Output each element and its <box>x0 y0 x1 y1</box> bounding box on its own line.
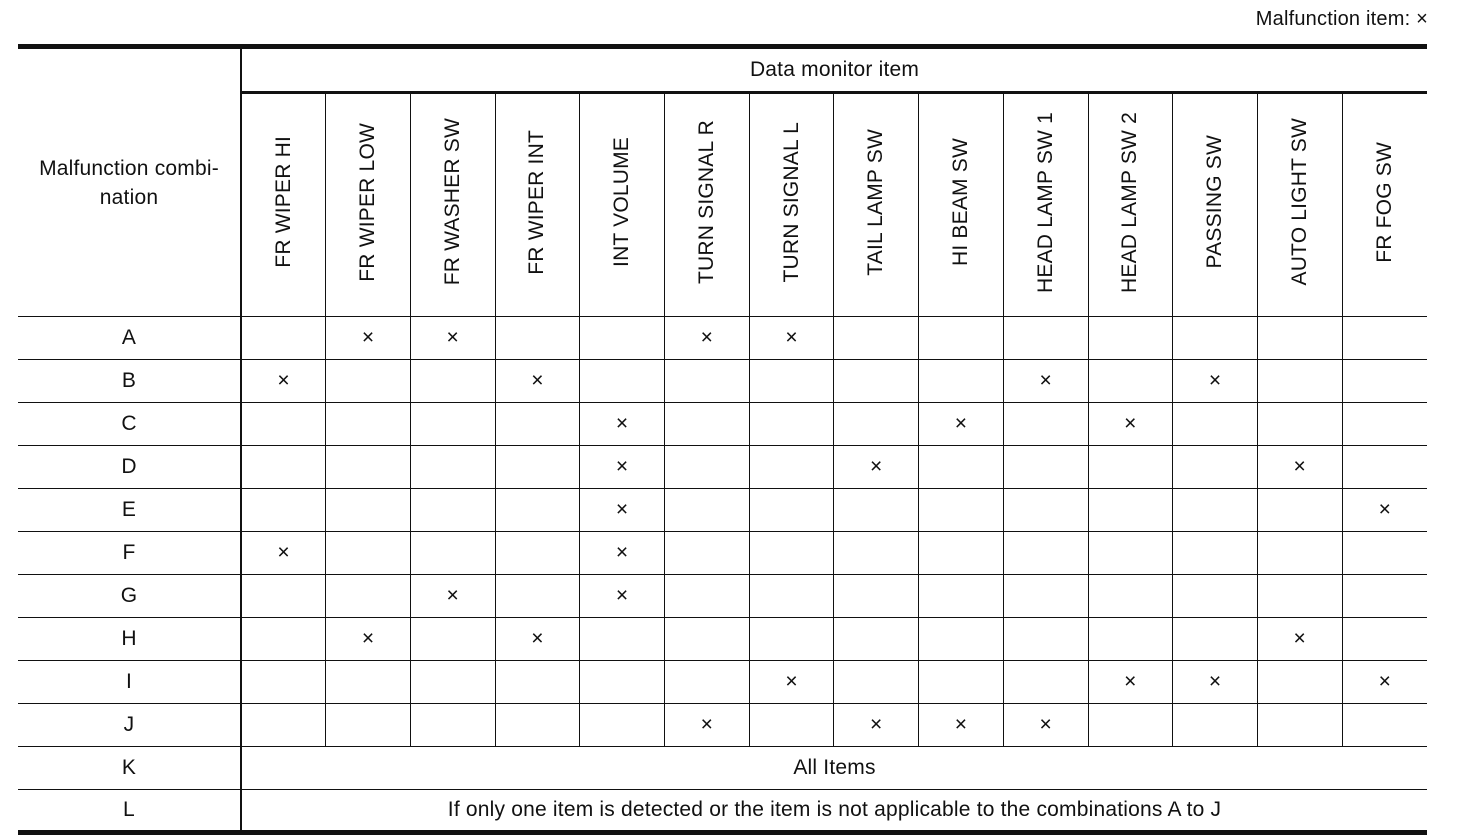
table-row <box>18 532 1427 575</box>
legend-label: Malfunction item: <box>1255 8 1411 30</box>
table-row <box>18 618 1427 661</box>
mark-cell <box>919 618 1004 661</box>
mark-cell <box>919 317 1004 360</box>
column-header-label: TAIL LAMP SW <box>864 128 888 276</box>
span-row-text: All Items <box>241 747 1427 790</box>
mark-cell <box>326 661 411 704</box>
column-header <box>495 93 580 317</box>
row-label: A <box>18 317 241 360</box>
mark-cell <box>749 704 834 747</box>
column-header <box>919 93 1004 317</box>
table-row <box>18 317 1427 360</box>
mark-cell: × <box>580 446 665 489</box>
mark-cell <box>1342 403 1427 446</box>
mark-cell <box>1257 360 1342 403</box>
mark-cell <box>1003 489 1088 532</box>
mark-cell <box>326 446 411 489</box>
mark-cell <box>495 403 580 446</box>
mark-cell: × <box>1003 704 1088 747</box>
mark-cell <box>326 575 411 618</box>
mark-cell: × <box>580 532 665 575</box>
column-header <box>749 93 834 317</box>
mark-cell <box>241 704 326 747</box>
mark-cell: × <box>749 317 834 360</box>
mark-cell <box>1003 532 1088 575</box>
mark-cell: × <box>1257 446 1342 489</box>
mark-cell: × <box>495 360 580 403</box>
mark-cell: × <box>1342 661 1427 704</box>
row-label: E <box>18 489 241 532</box>
mark-cell <box>495 661 580 704</box>
mark-cell <box>665 532 750 575</box>
mark-cell <box>749 532 834 575</box>
mark-cell <box>410 618 495 661</box>
mark-cell <box>580 661 665 704</box>
mark-cell <box>1003 446 1088 489</box>
table-row <box>18 661 1427 704</box>
mark-cell <box>241 446 326 489</box>
mark-cell <box>580 618 665 661</box>
row-label: I <box>18 661 241 704</box>
mark-cell: × <box>580 575 665 618</box>
mark-cell <box>1257 317 1342 360</box>
mark-cell <box>749 489 834 532</box>
mark-cell <box>1003 661 1088 704</box>
column-header-label: FR WIPER LOW <box>356 122 380 282</box>
column-header-label: HEAD LAMP SW 2 <box>1118 111 1142 293</box>
malfunction-combination-header: Malfunction combi- nation <box>18 47 241 317</box>
mark-cell <box>1088 317 1173 360</box>
mark-cell: × <box>834 704 919 747</box>
mark-cell <box>665 446 750 489</box>
mark-cell: × <box>919 704 1004 747</box>
mark-cell <box>1088 360 1173 403</box>
column-header <box>326 93 411 317</box>
mark-cell <box>326 532 411 575</box>
column-header-label: FR WASHER SW <box>440 118 464 286</box>
mark-cell: × <box>1257 618 1342 661</box>
row-label: H <box>18 618 241 661</box>
mark-cell <box>1088 532 1173 575</box>
mark-cell <box>241 575 326 618</box>
mark-cell <box>1257 532 1342 575</box>
mark-cell <box>580 360 665 403</box>
column-header-label: FR WIPER HI <box>271 136 295 268</box>
mark-cell <box>1088 489 1173 532</box>
column-header <box>241 93 326 317</box>
row-label: F <box>18 532 241 575</box>
mark-cell <box>495 317 580 360</box>
mark-cell <box>410 532 495 575</box>
mark-cell <box>410 704 495 747</box>
mark-cell <box>1342 360 1427 403</box>
mark-cell <box>1173 618 1258 661</box>
mark-cell <box>1342 575 1427 618</box>
column-header-label: AUTO LIGHT SW <box>1287 118 1311 286</box>
mark-cell <box>665 489 750 532</box>
table-row <box>18 403 1427 446</box>
mark-cell <box>1257 661 1342 704</box>
mark-cell <box>749 403 834 446</box>
mark-cell <box>1173 446 1258 489</box>
mark-cell <box>410 360 495 403</box>
column-header <box>1342 93 1427 317</box>
mark-cell <box>1342 704 1427 747</box>
mark-cell <box>1173 317 1258 360</box>
mark-cell <box>580 704 665 747</box>
column-header-label: TURN SIGNAL R <box>694 119 718 284</box>
mark-cell: × <box>919 403 1004 446</box>
mark-cell <box>410 661 495 704</box>
mark-cell <box>410 403 495 446</box>
mark-cell: × <box>410 317 495 360</box>
mark-cell <box>919 446 1004 489</box>
mark-cell <box>1088 446 1173 489</box>
table-row <box>18 704 1427 747</box>
mark-cell <box>1088 618 1173 661</box>
mark-cell <box>326 704 411 747</box>
table-row <box>18 575 1427 618</box>
column-header-label: FR WIPER INT <box>525 129 549 275</box>
mark-cell <box>834 317 919 360</box>
mark-cell <box>834 360 919 403</box>
table-row <box>18 790 1427 833</box>
mark-cell <box>834 489 919 532</box>
mark-cell <box>1342 618 1427 661</box>
mark-cell <box>326 489 411 532</box>
mark-cell: × <box>1173 661 1258 704</box>
mark-cell <box>834 575 919 618</box>
column-header <box>1173 93 1258 317</box>
span-row-text: If only one item is detected or the item is not applicable to the combinations A to J <box>241 790 1427 833</box>
mark-cell <box>495 575 580 618</box>
mark-cell <box>410 489 495 532</box>
mark-cell <box>665 575 750 618</box>
mark-cell: × <box>326 317 411 360</box>
mark-cell <box>241 618 326 661</box>
mark-cell <box>580 317 665 360</box>
mark-cell <box>1003 403 1088 446</box>
mark-cell <box>919 575 1004 618</box>
mark-cell <box>665 618 750 661</box>
mark-cell <box>241 317 326 360</box>
mark-cell: × <box>241 532 326 575</box>
malfunction-matrix-table <box>18 44 1427 835</box>
column-header-label: HEAD LAMP SW 1 <box>1033 111 1057 293</box>
mark-cell: × <box>326 618 411 661</box>
column-header-label: HI BEAM SW <box>948 137 972 266</box>
mark-cell <box>1173 704 1258 747</box>
mark-cell: × <box>580 403 665 446</box>
mark-cell <box>749 618 834 661</box>
row-label: J <box>18 704 241 747</box>
column-header-label: INT VOLUME <box>610 137 634 267</box>
mark-cell <box>1173 532 1258 575</box>
mark-cell <box>241 403 326 446</box>
column-header <box>1257 93 1342 317</box>
mark-cell: × <box>495 618 580 661</box>
data-monitor-item-header: Data monitor item <box>241 47 1427 93</box>
mark-cell <box>919 661 1004 704</box>
mark-cell <box>495 704 580 747</box>
mark-cell: × <box>749 661 834 704</box>
mark-cell <box>749 360 834 403</box>
matrix-body <box>18 317 1427 833</box>
column-header <box>1003 93 1088 317</box>
mark-cell <box>1342 317 1427 360</box>
row-label: C <box>18 403 241 446</box>
mark-cell <box>495 532 580 575</box>
table-row <box>18 747 1427 790</box>
mark-cell <box>1003 575 1088 618</box>
mark-cell <box>1088 704 1173 747</box>
mark-cell <box>1003 618 1088 661</box>
mark-cell: × <box>410 575 495 618</box>
table-row <box>18 489 1427 532</box>
mark-cell <box>834 532 919 575</box>
row-label: K <box>18 747 241 790</box>
mark-cell <box>326 360 411 403</box>
column-header <box>580 93 665 317</box>
mark-cell: × <box>1088 403 1173 446</box>
row-label: G <box>18 575 241 618</box>
mark-cell <box>665 661 750 704</box>
malfunction-legend <box>1256 8 1428 31</box>
mark-cell <box>665 360 750 403</box>
column-header-label: TURN SIGNAL L <box>779 121 803 283</box>
mark-cell <box>834 403 919 446</box>
column-header-label: PASSING SW <box>1203 135 1227 269</box>
mark-cell <box>1257 704 1342 747</box>
mark-cell <box>1173 575 1258 618</box>
mark-cell: × <box>1003 360 1088 403</box>
column-header <box>410 93 495 317</box>
mark-cell: × <box>1342 489 1427 532</box>
mark-cell <box>410 446 495 489</box>
row-label: D <box>18 446 241 489</box>
column-header <box>834 93 919 317</box>
legend-symbol: × <box>1416 8 1428 30</box>
table-row <box>18 360 1427 403</box>
mark-cell <box>919 532 1004 575</box>
mark-cell <box>919 489 1004 532</box>
mark-cell <box>1257 575 1342 618</box>
row-label: B <box>18 360 241 403</box>
mark-cell: × <box>241 360 326 403</box>
table-row <box>18 446 1427 489</box>
mark-cell <box>749 446 834 489</box>
mark-cell <box>495 446 580 489</box>
mark-cell <box>1173 489 1258 532</box>
mark-cell <box>1342 446 1427 489</box>
mark-cell <box>326 403 411 446</box>
mark-cell <box>495 489 580 532</box>
mark-cell: × <box>1088 661 1173 704</box>
column-header-label: FR FOG SW <box>1372 141 1396 263</box>
mark-cell <box>834 661 919 704</box>
mark-cell <box>1257 489 1342 532</box>
mark-cell <box>1257 403 1342 446</box>
mark-cell: × <box>1173 360 1258 403</box>
mark-cell: × <box>834 446 919 489</box>
column-header <box>1088 93 1173 317</box>
mark-cell: × <box>665 704 750 747</box>
mark-cell: × <box>580 489 665 532</box>
mark-cell <box>1003 317 1088 360</box>
mark-cell: × <box>665 317 750 360</box>
mark-cell <box>241 489 326 532</box>
mark-cell <box>1088 575 1173 618</box>
mark-cell <box>1173 403 1258 446</box>
mark-cell <box>665 403 750 446</box>
mark-cell <box>749 575 834 618</box>
row-label: L <box>18 790 241 833</box>
mark-cell <box>834 618 919 661</box>
mark-cell <box>241 661 326 704</box>
mark-cell <box>1342 532 1427 575</box>
column-header <box>665 93 750 317</box>
mark-cell <box>919 360 1004 403</box>
